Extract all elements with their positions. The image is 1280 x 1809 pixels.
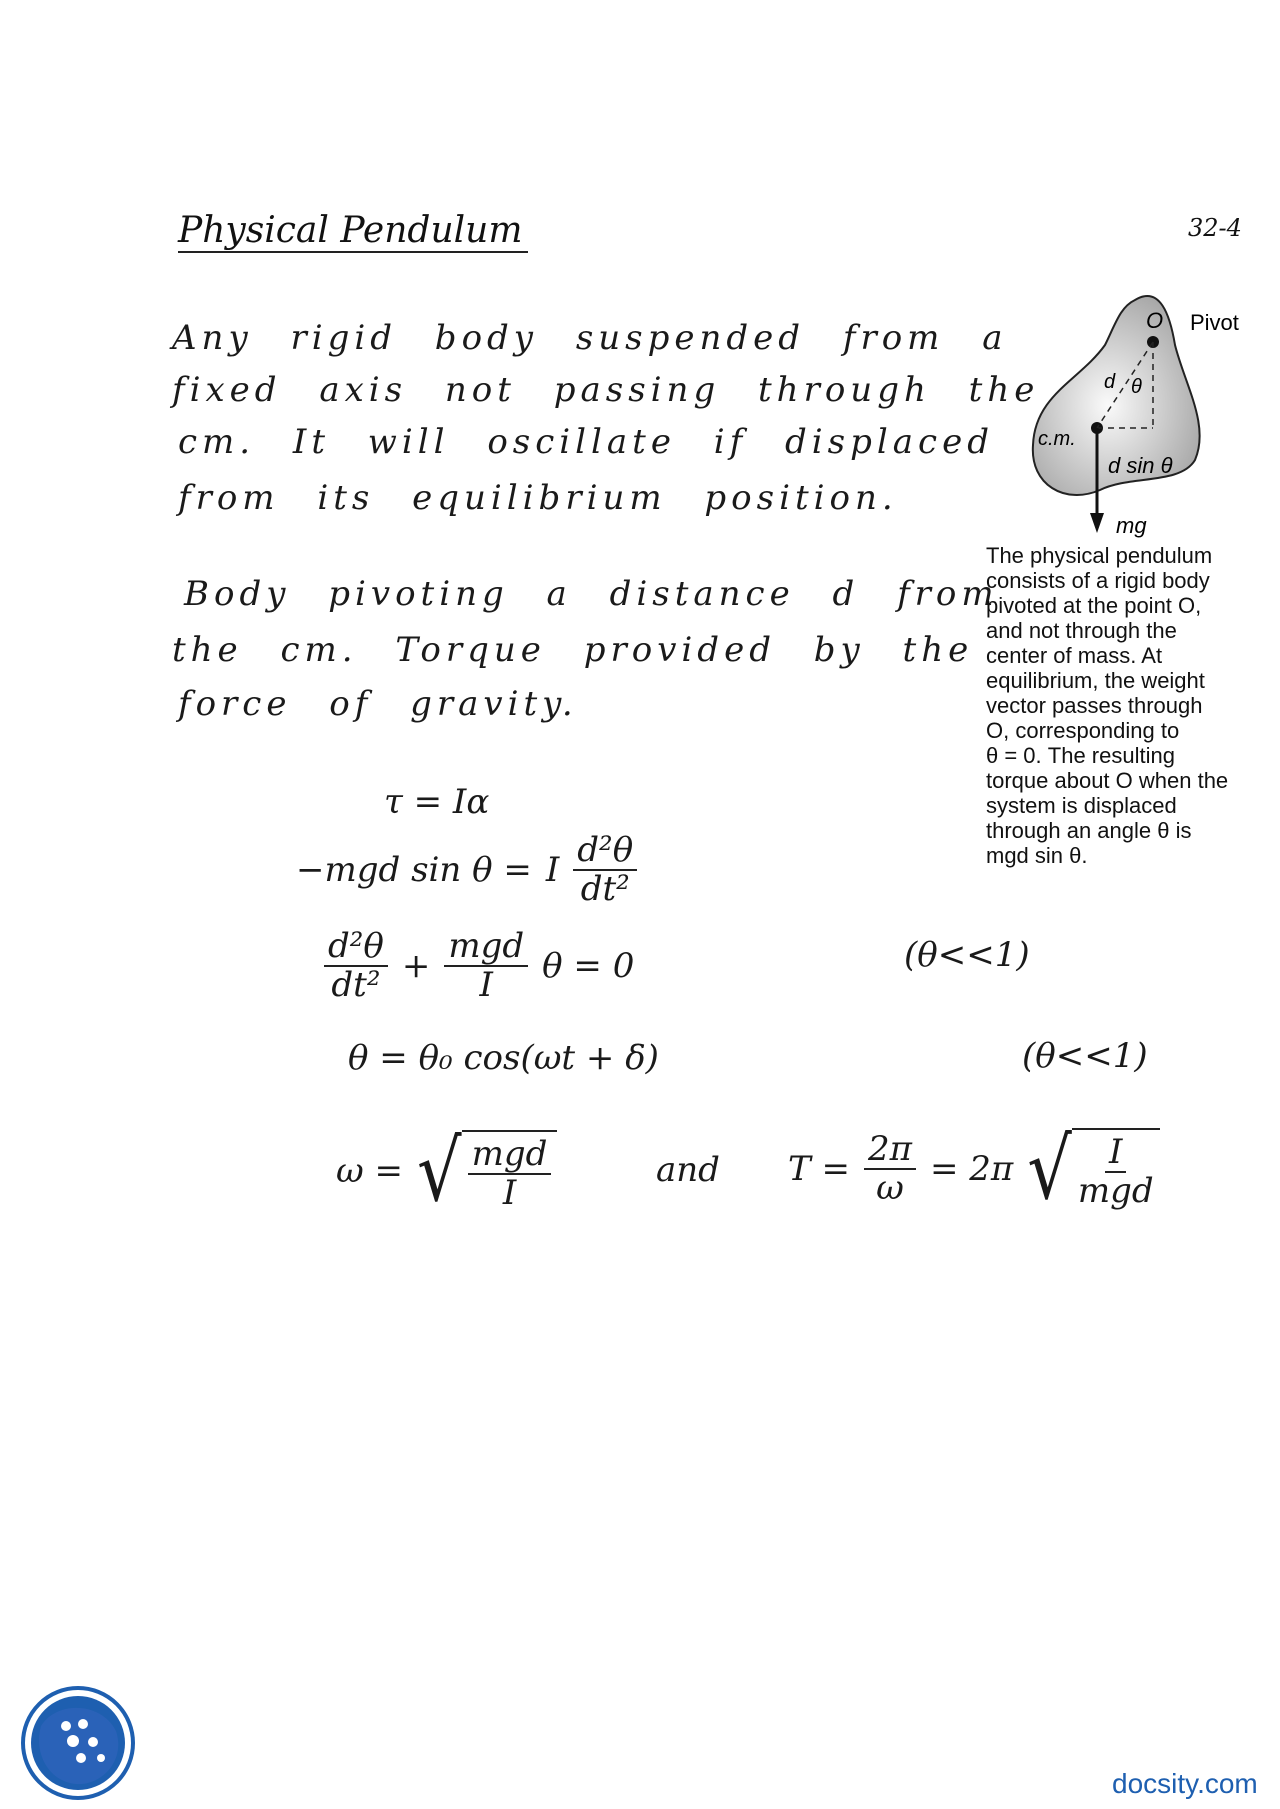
- caption-line: The physical pendulum: [986, 543, 1213, 568]
- label-o: O: [1146, 308, 1164, 333]
- denominator: I: [502, 1173, 517, 1214]
- caption-line: vector passes through: [986, 693, 1203, 718]
- equation-solution: [348, 1038, 659, 1078]
- denominator: mgd: [1077, 1171, 1154, 1212]
- eq-text: θ = θ₀ cos(ωt + δ): [348, 1038, 659, 1078]
- eq-text: θ = 0: [542, 946, 635, 987]
- label-mg: mg: [1116, 513, 1147, 538]
- caption-line: torque about O when the: [986, 768, 1229, 793]
- eq-text: (θ<<1): [904, 935, 1030, 975]
- text-line: from its equilibrium position.: [178, 478, 898, 518]
- label-theta: θ: [1131, 376, 1142, 398]
- arrow-head-icon: [1090, 513, 1104, 533]
- label-d: d: [1104, 371, 1116, 393]
- caption-line: system is displaced: [986, 793, 1177, 818]
- eq-text: = 2π: [929, 1149, 1014, 1190]
- docsity-logo-icon[interactable]: [21, 1686, 135, 1800]
- text-line: the cm. Torque provided by the: [172, 630, 974, 670]
- label-dsin: d sin θ: [1108, 453, 1173, 478]
- caption-line: equilibrium, the weight: [986, 668, 1205, 693]
- caption-line: pivoted at the point O,: [986, 593, 1202, 618]
- eq-text: ω =: [336, 1151, 404, 1192]
- fraction: [324, 928, 388, 1005]
- square-root: √ $\frac{\text{mgd}}{I}$: [417, 1130, 557, 1213]
- caption-line: O, corresponding to: [986, 718, 1180, 743]
- numerator: mgd: [444, 928, 528, 967]
- page-number: 32-4: [1188, 214, 1242, 242]
- condition: [904, 935, 1030, 975]
- equation-torque: [384, 782, 489, 822]
- caption-line: mgd sin θ.: [986, 843, 1088, 868]
- caption-line: through an angle θ is: [986, 818, 1192, 843]
- square-root: √ $\frac{I}{\text{mgd}}$: [1027, 1128, 1159, 1211]
- page-title: Physical Pendulum: [178, 210, 528, 253]
- text-line: Body pivoting a distance d from: [184, 574, 999, 614]
- fraction: [864, 1131, 916, 1208]
- eq-text: T =: [788, 1149, 850, 1190]
- eq-text: (θ<<1): [1022, 1036, 1148, 1076]
- numerator: d²θ: [573, 832, 637, 871]
- text-line: cm. It will oscillate if displaced: [178, 422, 994, 462]
- caption-line: θ = 0. The resulting: [986, 743, 1175, 768]
- denominator: ω: [876, 1168, 904, 1209]
- equation-differential: [324, 928, 634, 1005]
- equation-torque-gravity: [296, 832, 637, 909]
- eq-text: +: [401, 946, 431, 987]
- conjunction: [656, 1150, 720, 1190]
- numerator: d²θ: [324, 928, 388, 967]
- denominator: I: [479, 965, 493, 1006]
- fraction: [573, 832, 637, 909]
- denominator: dt²: [331, 965, 381, 1006]
- text-line: force of gravity.: [178, 684, 578, 724]
- numerator: I: [1105, 1134, 1126, 1173]
- label-cm: c.m.: [1038, 428, 1076, 450]
- text-line: fixed axis not passing through the: [172, 370, 1040, 410]
- caption-line: center of mass. At: [986, 643, 1163, 668]
- eq-text: −mgd sin θ =: [296, 850, 532, 891]
- numerator: mgd: [468, 1136, 552, 1175]
- numerator: 2π: [864, 1131, 916, 1170]
- fraction: [444, 928, 528, 1005]
- eq-text: I: [545, 850, 560, 891]
- text-line: Any rigid body suspended from a: [172, 318, 1008, 358]
- label-pivot: Pivot: [1190, 310, 1239, 335]
- denominator: dt²: [580, 869, 630, 910]
- caption-line: consists of a rigid body: [986, 568, 1210, 593]
- equation-period: [788, 1120, 1160, 1219]
- equation-omega: [336, 1122, 557, 1221]
- figure-caption: [986, 543, 1276, 868]
- condition: [1022, 1036, 1148, 1076]
- eq-text: and: [656, 1150, 720, 1190]
- caption-line: and not through the: [986, 618, 1177, 643]
- eq-text: τ = Iα: [384, 782, 490, 822]
- pendulum-diagram: [1020, 285, 1260, 545]
- docsity-brand-link[interactable]: docsity.com: [1112, 1768, 1258, 1799]
